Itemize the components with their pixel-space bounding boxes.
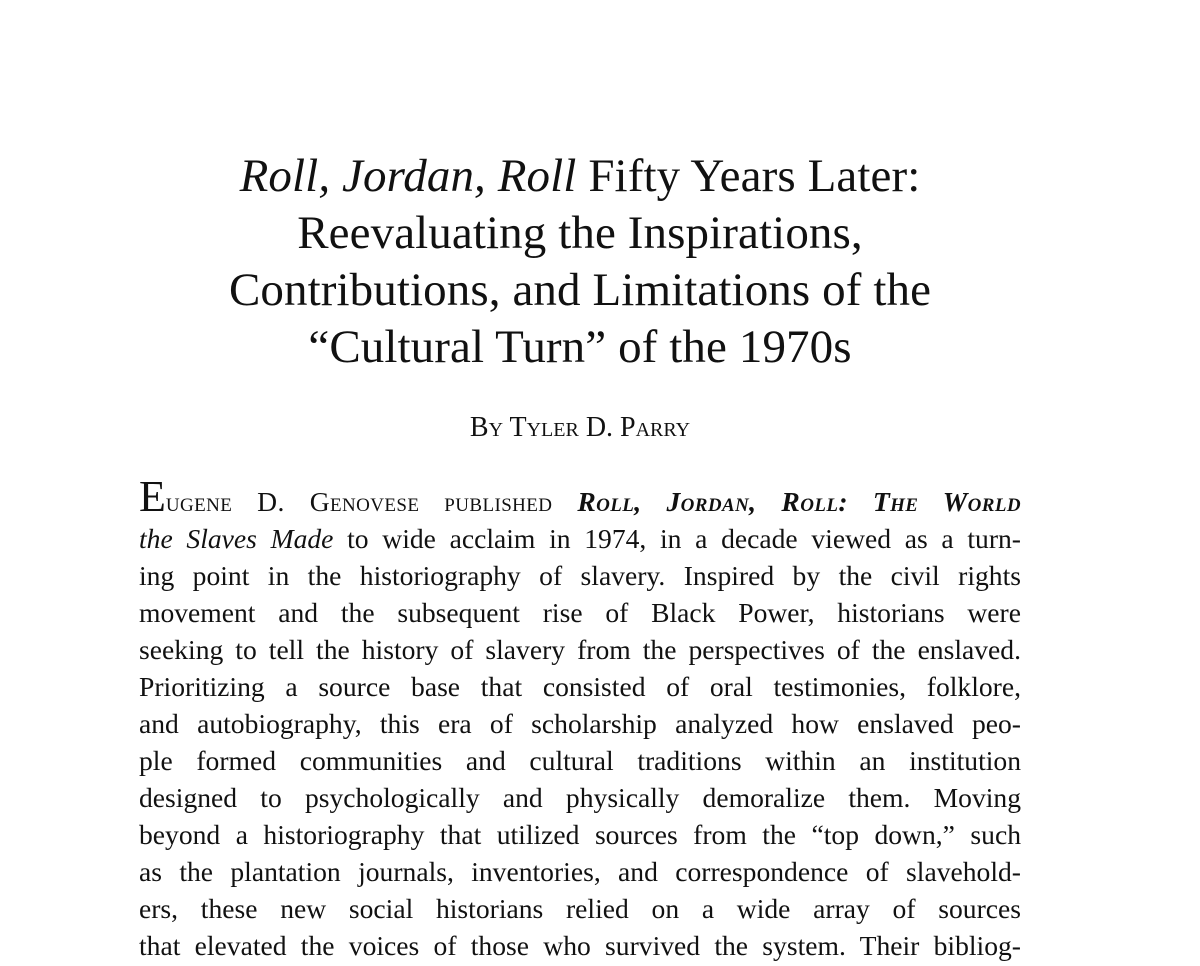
author-byline: By Tyler D. Parry bbox=[469, 412, 691, 443]
book-subtitle: the Slaves Made bbox=[139, 523, 334, 554]
title-line-1-rest: Fifty Years Later: bbox=[576, 150, 921, 202]
body-line: and autobiography, this era of scholarship analyzed how enslaved peo- bbox=[139, 708, 1021, 739]
body-line: designed to psychologically and physically demoralize them. Moving bbox=[139, 782, 1021, 813]
title-book-name: Roll, Jordan, Roll bbox=[239, 150, 577, 202]
title-line-1 bbox=[0, 148, 1160, 205]
body-line: seeking to tell the history of slavery from the perspectives of the enslaved. bbox=[139, 634, 1021, 665]
title-line-4: “Cultural Turn” of the 1970s bbox=[308, 321, 852, 373]
body-line-1 bbox=[139, 472, 1021, 521]
body-line: ple formed communities and cultural traditions within an institution bbox=[139, 745, 1021, 776]
body-line: ers, these new social historians relied on a wide array of sources bbox=[139, 893, 1021, 924]
title-line-2: Reevaluating the Inspirations, bbox=[297, 207, 863, 259]
body-line: that elevated the voices of those who survived the system. Their bibliog- bbox=[139, 930, 1021, 961]
body-line-2-rest: to wide acclaim in 1974, in a decade viewed as a turn- bbox=[333, 523, 1021, 554]
article-body bbox=[139, 472, 1021, 964]
lead-in-book-title: Roll, Jordan, Roll: The World bbox=[577, 486, 1021, 517]
body-line: as the plantation journals, inventories, and correspondence of slavehold- bbox=[139, 856, 1021, 887]
title-line-3: Contributions, and Limitations of the bbox=[228, 264, 932, 316]
body-line: ing point in the historiography of slavery. Inspired by the civil rights bbox=[139, 560, 1021, 591]
body-line-2 bbox=[139, 520, 1021, 557]
lead-in-smallcaps: ugene D. Genovese published bbox=[165, 486, 578, 517]
body-line: Prioritizing a source base that consisted of oral testimonies, folklore, bbox=[139, 671, 1021, 702]
body-line: movement and the subsequent rise of Black Power, historians were bbox=[139, 597, 1021, 628]
article-title bbox=[0, 148, 1160, 376]
body-line: beyond a historiography that utilized sources from the “top down,” such bbox=[139, 819, 1021, 850]
drop-cap: E bbox=[139, 472, 166, 521]
